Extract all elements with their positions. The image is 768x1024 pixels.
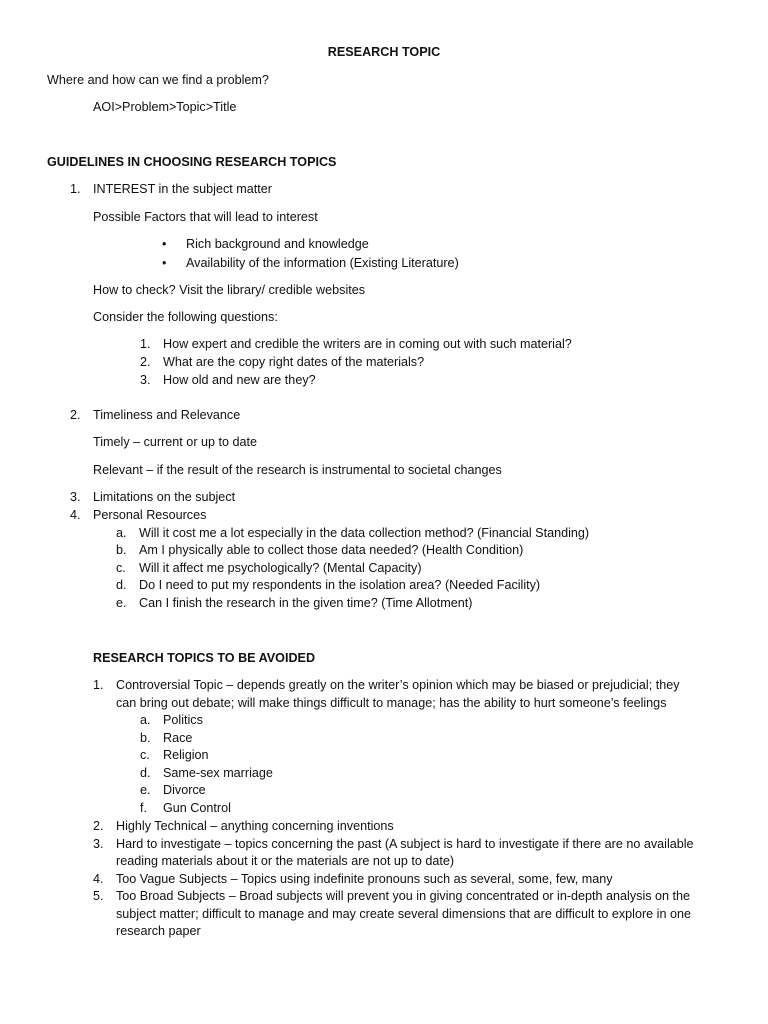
avoid-item-text: research paper [116,924,201,938]
list-number: 3. [70,490,81,504]
guideline-limitations: Limitations on the subject [93,490,236,504]
list-number: 2. [140,355,151,369]
resource-item: Am I physically able to collect those data needed? (Health Condition) [139,543,524,557]
list-letter: d. [116,578,127,592]
check-text: How to check? Visit the library/ credible websites [93,283,366,297]
list-letter: b. [140,731,151,745]
page-title: RESEARCH TOPIC [327,45,441,59]
avoid-item-text: Controversial Topic – depends greatly on the writer’s opinion which may be biased or prejudicial; they [116,678,680,692]
question-item: How expert and credible the writers are in coming out with such material? [163,337,572,351]
list-letter: a. [116,526,127,540]
timely-text: Timely – current or up to date [93,435,258,449]
avoid-item-text: can bring out debate; will make things difficult to manage; has the ability to hurt someone’s feelings [116,696,667,710]
factor-item: Availability of the information (Existing Literature) [186,256,459,270]
list-letter: d. [140,766,151,780]
controversial-example: Divorce [163,783,206,797]
list-number: 3. [140,373,151,387]
list-letter: c. [140,748,150,762]
bullet-icon: • [162,256,167,270]
controversial-example: Religion [163,748,209,762]
avoid-item-text: reading materials about it or the materials are not up to date) [116,854,455,868]
avoid-item-text: Too Broad Subjects – Broad subjects will prevent you in giving concentrated or in-depth analysis on the [116,889,691,903]
resource-item: Can I finish the research in the given time? (Time Allotment) [139,596,473,610]
list-number: 4. [70,508,81,522]
list-letter: a. [140,713,151,727]
avoid-heading: RESEARCH TOPICS TO BE AVOIDED [93,651,316,665]
guidelines-heading: GUIDELINES IN CHOOSING RESEARCH TOPICS [47,155,337,169]
bullet-icon: • [162,237,167,251]
resource-item: Do I need to put my respondents in the isolation area? (Needed Facility) [139,578,541,592]
list-number: 5. [93,889,104,903]
list-number: 2. [93,819,104,833]
guideline-resources: Personal Resources [93,508,207,522]
list-letter: e. [116,596,127,610]
list-letter: c. [116,561,126,575]
controversial-example: Gun Control [163,801,231,815]
factors-intro: Possible Factors that will lead to interest [93,210,318,224]
list-letter: e. [140,783,151,797]
controversial-example: Politics [163,713,203,727]
relevant-text: Relevant – if the result of the research is instrumental to societal changes [93,463,502,477]
controversial-example: Race [163,731,193,745]
resource-item: Will it cost me a lot especially in the data collection method? (Financial Standing) [139,526,590,540]
list-number: 4. [93,872,104,886]
factor-item: Rich background and knowledge [186,237,369,251]
avoid-item-text: Too Vague Subjects – Topics using indefinite pronouns such as several, some, few, many [116,872,613,886]
list-number: 2. [70,408,81,422]
list-number: 1. [140,337,151,351]
intro-flow: AOI>Problem>Topic>Title [93,100,237,114]
avoid-item-text: Hard to investigate – topics concerning the past (A subject is hard to investigate if there are no available [116,837,694,851]
controversial-example: Same-sex marriage [163,766,273,780]
question-item: How old and new are they? [163,373,316,387]
guideline-interest: INTEREST in the subject matter [93,182,272,196]
list-number: 3. [93,837,104,851]
list-letter: b. [116,543,127,557]
list-letter: f. [140,801,147,815]
avoid-item-text: Highly Technical – anything concerning inventions [116,819,394,833]
intro-question: Where and how can we find a problem? [47,73,269,87]
list-number: 1. [70,182,81,196]
avoid-item-text: subject matter; difficult to manage and may create several dimensions that are difficult to explore in one [116,907,691,921]
question-item: What are the copy right dates of the materials? [163,355,425,369]
consider-text: Consider the following questions: [93,310,278,324]
resource-item: Will it affect me psychologically? (Mental Capacity) [139,561,422,575]
list-number: 1. [93,678,104,692]
guideline-timeliness: Timeliness and Relevance [93,408,241,422]
